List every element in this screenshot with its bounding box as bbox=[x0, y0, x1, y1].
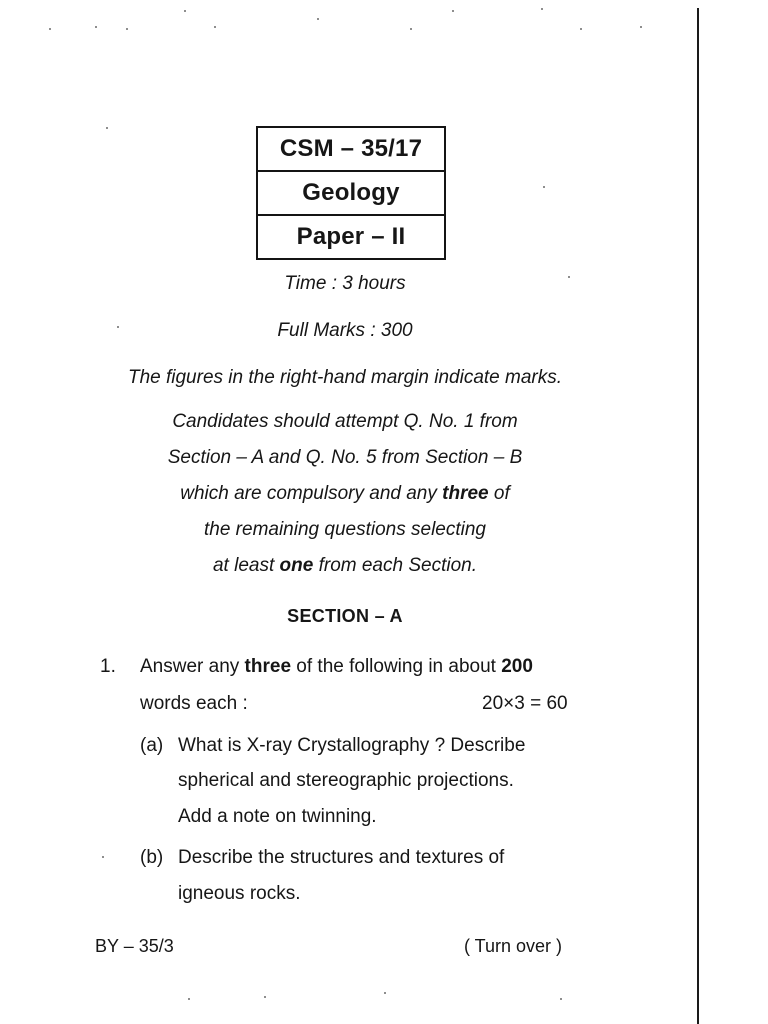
subject-title: Geology bbox=[258, 170, 444, 214]
scan-speck bbox=[452, 10, 454, 12]
instruction-line-2: Section – A and Q. No. 5 from Section – B bbox=[167, 447, 523, 468]
scan-speck bbox=[95, 26, 97, 28]
instruction-emphasis: three bbox=[442, 483, 489, 504]
part-b-line: Describe the structures and textures of bbox=[178, 847, 505, 868]
scan-speck bbox=[106, 127, 108, 129]
instruction-line-5 bbox=[0, 555, 690, 577]
part-a-label: (a) bbox=[140, 735, 164, 756]
question-marks: 20×3 = 60 bbox=[482, 693, 568, 714]
turn-over-note: ( Turn over ) bbox=[464, 936, 563, 956]
scan-speck bbox=[384, 992, 386, 994]
title-box bbox=[256, 126, 446, 260]
footer-code: BY – 35/3 bbox=[95, 936, 174, 956]
question-number: 1. bbox=[100, 656, 116, 677]
question-stem-line-1 bbox=[140, 656, 533, 678]
instruction-text: from each Section. bbox=[313, 555, 478, 576]
part-a-line: Add a note on twinning. bbox=[178, 806, 377, 827]
instruction-line-1: Candidates should attempt Q. No. 1 from bbox=[172, 411, 518, 432]
scan-speck bbox=[264, 996, 266, 998]
instruction-text: at least bbox=[212, 555, 280, 576]
scan-speck bbox=[543, 186, 545, 188]
time-allowed: Time : 3 hours bbox=[284, 273, 406, 294]
part-a-line: What is X-ray Crystallography ? Describe bbox=[178, 735, 526, 756]
question-emphasis: three bbox=[244, 656, 292, 677]
scan-speck bbox=[317, 18, 319, 20]
full-marks: Full Marks : 300 bbox=[277, 320, 413, 341]
paper-number: Paper – II bbox=[258, 214, 444, 258]
scan-speck bbox=[580, 28, 582, 30]
instruction-line-4: the remaining questions selecting bbox=[203, 519, 486, 540]
scan-speck bbox=[214, 26, 216, 28]
scan-speck bbox=[49, 28, 51, 30]
instruction-emphasis: one bbox=[279, 555, 314, 576]
instruction-text: which are compulsory and any bbox=[180, 483, 443, 504]
question-text: of the following in about bbox=[291, 656, 502, 677]
scan-speck bbox=[188, 998, 190, 1000]
instruction-line-3 bbox=[0, 483, 690, 505]
scan-speck bbox=[560, 998, 562, 1000]
question-stem-line-2: words each : bbox=[140, 693, 248, 714]
section-heading: SECTION – A bbox=[287, 606, 403, 626]
scan-speck bbox=[541, 8, 543, 10]
part-b-label: (b) bbox=[140, 847, 164, 868]
page-edge-line bbox=[697, 8, 699, 1024]
question-text: Answer any bbox=[140, 656, 245, 677]
scan-speck bbox=[126, 28, 128, 30]
scan-speck bbox=[102, 856, 104, 858]
question-emphasis: 200 bbox=[501, 656, 533, 677]
instruction-text: of bbox=[488, 483, 510, 504]
part-a-line: spherical and stereographic projections. bbox=[178, 770, 514, 791]
part-b-line: igneous rocks. bbox=[178, 883, 301, 904]
scan-speck bbox=[410, 28, 412, 30]
paper-code: CSM – 35/17 bbox=[279, 135, 423, 162]
scan-speck bbox=[184, 10, 186, 12]
margin-note: The figures in the right-hand margin indicate marks. bbox=[127, 367, 563, 388]
scan-speck bbox=[640, 26, 642, 28]
